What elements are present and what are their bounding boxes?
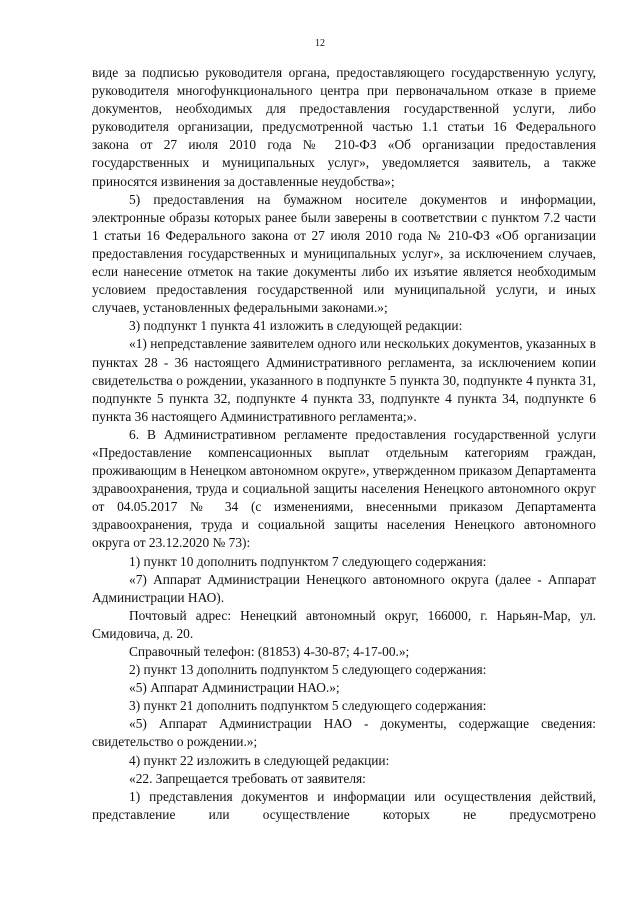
paragraph-item-1-cut: 1) представления документов и информации или осуществления действий, представление или осуществление которых не предусмотрено	[92, 788, 596, 822]
paragraph-quoted-item-5a: «5) Аппарат Администрации НАО.»;	[129, 680, 340, 696]
paragraph-continuation: виде за подписью руководителя органа, предоставляющего государственную услугу, руководителя многофункционального центра при первоначальном отказе в приеме документов, необходимых для предоставления государственной услуги, либо руководителя организации, предусмотренной частью 1.1 статьи 16 Федерального закона от 27 июля 2010 года № 210-ФЗ «Об организации предоставления государственных и муниципальных услуг», уведомляется заявитель, а также приносятся извинения за доставленные неудобства»;	[92, 65, 596, 189]
paragraph-phone: Справочный телефон: (81853) 4-30-87; 4-17-00.»;	[129, 644, 410, 659]
paragraph-quoted-item-22: «22. Запрещается требовать от заявителя:	[129, 770, 366, 786]
paragraph-quoted-item-5b: «5) Аппарат Администрации НАО - документы, содержащие сведения: свидетельство о рождении.»;	[92, 716, 596, 750]
paragraph-amend-3: 3) пункт 21 дополнить подпунктом 5 следующего содержания:	[129, 698, 487, 714]
page-number: 12	[315, 38, 325, 49]
paragraph-amend-1: 1) пункт 10 дополнить подпунктом 7 следующего содержания:	[129, 553, 487, 569]
paragraph-amend-2: 2) пункт 13 дополнить подпунктом 5 следующего содержания:	[129, 662, 487, 678]
paragraph-quoted-item-7: «7) Аппарат Администрации Ненецкого автономного округа (далее - Аппарат Администрации НАО).	[92, 571, 596, 605]
paragraph-subpoint-3: 3) подпункт 1 пункта 41 изложить в следующей редакции:	[129, 318, 463, 334]
paragraph-item-5: 5) предоставления на бумажном носителе документов и информации, электронные образы которых ранее были заверены в соответствии с пунктом 7.2 части 1 статьи 16 Федерального закона от 27 июля 2010 года № 210-ФЗ «Об организации предоставления государственных и муниципальных услуг», за исключением случаев, если нанесение отметок на такие документы либо их изъятие является необходимым условием предоставления государственной или муниципальной услуги, и иных случаев, установленных федеральными законами.»;	[92, 191, 596, 316]
paragraph-postal-address: Почтовый адрес: Ненецкий автономный округ, 166000, г. Нарьян-Мар, ул. Смидовича, д. 20.	[92, 607, 596, 641]
document-body	[92, 64, 596, 824]
paragraph-quoted-item-1: «1) непредставление заявителем одного или нескольких документов, указанных в пунктах 28 - 36 настоящего Административного регламента, за исключением копии свидетельства о рождении, указанного в подпункте 5 пункта 30, подпункте 4 пункта 31, подпункте 5 пункта 32, подпункте 4 пункта 33, подпункте 4 пункта 34, подпункте 6 пункта 36 настоящего Административного регламента;».	[92, 336, 596, 424]
paragraph-section-6: 6. В Административном регламенте предоставления государственной услуги «Предоставление компенсационных выплат отдельным категориям граждан, проживающим в Ненецком автономном округе», утвержденном приказом Департамента здравоохранения, труда и социальной защиты населения Ненецкого автономного округ от 04.05.2017 № 34 (с изменениями, внесенными приказом Департамента здравоохранения, труда и социальной защиты населения Ненецкого автономного округа от 23.12.2020 № 73):	[92, 426, 596, 551]
paragraph-amend-4: 4) пункт 22 изложить в следующей редакции:	[129, 752, 390, 768]
